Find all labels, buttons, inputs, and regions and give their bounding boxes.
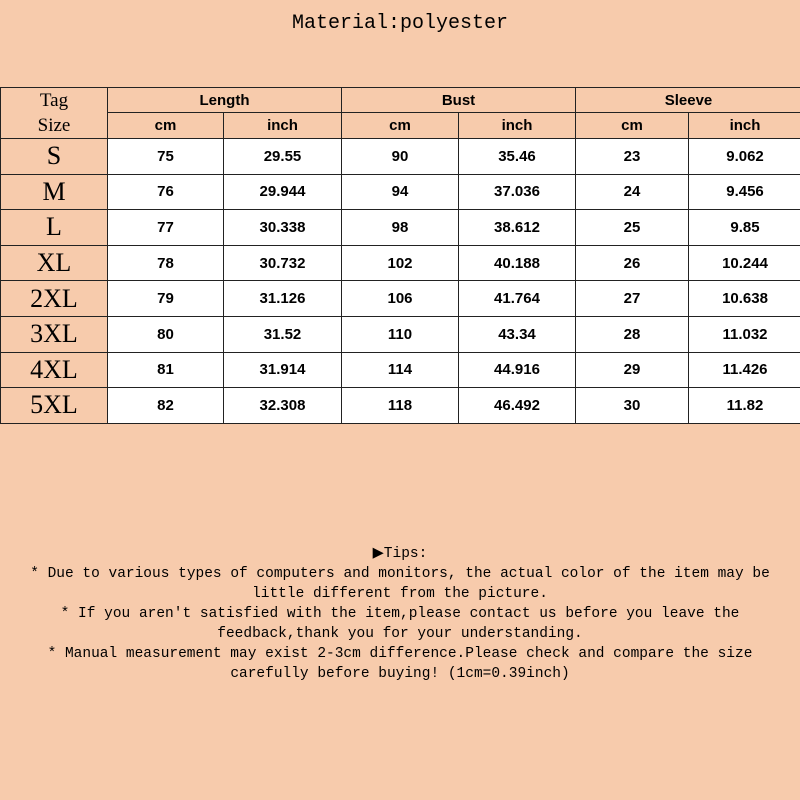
value-cell: 11.032 [689, 316, 800, 352]
value-cell: 26 [576, 245, 689, 281]
value-cell: 78 [108, 245, 224, 281]
value-cell: 76 [108, 174, 224, 210]
value-cell: 30.732 [224, 245, 342, 281]
value-cell: 31.914 [224, 352, 342, 388]
value-cell: 29 [576, 352, 689, 388]
value-cell: 43.34 [459, 316, 576, 352]
unit-header: inch [224, 113, 342, 139]
value-cell: 11.82 [689, 388, 800, 424]
value-cell: 38.612 [459, 210, 576, 246]
value-cell: 31.126 [224, 281, 342, 317]
value-cell: 77 [108, 210, 224, 246]
value-cell: 29.944 [224, 174, 342, 210]
unit-header: inch [689, 113, 800, 139]
value-cell: 35.46 [459, 139, 576, 175]
value-cell: 24 [576, 174, 689, 210]
value-cell: 28 [576, 316, 689, 352]
size-label: Size [37, 115, 71, 136]
value-cell: 29.55 [224, 139, 342, 175]
size-cell: 3XL [1, 316, 108, 352]
size-chart-table [0, 87, 800, 424]
unit-header: inch [459, 113, 576, 139]
table-row [1, 352, 800, 388]
header-row-groups [1, 88, 800, 113]
value-cell: 98 [342, 210, 459, 246]
bust-header: Bust [342, 88, 576, 113]
size-cell: XL [1, 245, 108, 281]
value-cell: 40.188 [459, 245, 576, 281]
value-cell: 32.308 [224, 388, 342, 424]
tip-line: * Manual measurement may exist 2-3cm difference.Please check and compare the size [47, 646, 753, 662]
value-cell: 102 [342, 245, 459, 281]
value-cell: 79 [108, 281, 224, 317]
value-cell: 90 [342, 139, 459, 175]
value-cell: 82 [108, 388, 224, 424]
value-cell: 9.85 [689, 210, 800, 246]
value-cell: 23 [576, 139, 689, 175]
value-cell: 106 [342, 281, 459, 317]
value-cell: 81 [108, 352, 224, 388]
length-header: Length [108, 88, 342, 113]
value-cell: 118 [342, 388, 459, 424]
value-cell: 110 [342, 316, 459, 352]
material-title: Material:polyester [291, 12, 509, 35]
value-cell: 94 [342, 174, 459, 210]
tips-section [0, 544, 800, 684]
value-cell: 9.456 [689, 174, 800, 210]
tip-line: little different from the picture. [252, 586, 548, 602]
value-cell: 30 [576, 388, 689, 424]
value-cell: 10.244 [689, 245, 800, 281]
table-row [1, 388, 800, 424]
value-cell: 31.52 [224, 316, 342, 352]
table-row [1, 139, 800, 175]
header-row-units [1, 113, 800, 139]
tips-heading: ▶Tips: [372, 546, 428, 562]
tag-label: Tag [39, 90, 69, 111]
size-cell: L [1, 210, 108, 246]
table-row [1, 210, 800, 246]
unit-header: cm [108, 113, 224, 139]
value-cell: 37.036 [459, 174, 576, 210]
size-cell: 4XL [1, 352, 108, 388]
table-row [1, 281, 800, 317]
table-row [1, 316, 800, 352]
size-cell: S [1, 139, 108, 175]
tip-line: * If you aren't satisfied with the item,please contact us before you leave the [60, 606, 740, 622]
sleeve-header: Sleeve [576, 88, 800, 113]
value-cell: 80 [108, 316, 224, 352]
value-cell: 46.492 [459, 388, 576, 424]
table-row [1, 174, 800, 210]
value-cell: 27 [576, 281, 689, 317]
tag-size-header [1, 88, 108, 139]
value-cell: 9.062 [689, 139, 800, 175]
tip-line: feedback,thank you for your understanding. [217, 626, 583, 642]
value-cell: 25 [576, 210, 689, 246]
unit-header: cm [342, 113, 459, 139]
value-cell: 44.916 [459, 352, 576, 388]
size-cell: M [1, 174, 108, 210]
value-cell: 10.638 [689, 281, 800, 317]
value-cell: 41.764 [459, 281, 576, 317]
value-cell: 75 [108, 139, 224, 175]
tip-line: * Due to various types of computers and monitors, the actual color of the item may be [30, 566, 770, 582]
table-row [1, 245, 800, 281]
value-cell: 30.338 [224, 210, 342, 246]
value-cell: 11.426 [689, 352, 800, 388]
size-cell: 2XL [1, 281, 108, 317]
unit-header: cm [576, 113, 689, 139]
value-cell: 114 [342, 352, 459, 388]
tip-line: carefully before buying! (1cm=0.39inch) [230, 666, 570, 682]
size-cell: 5XL [1, 388, 108, 424]
